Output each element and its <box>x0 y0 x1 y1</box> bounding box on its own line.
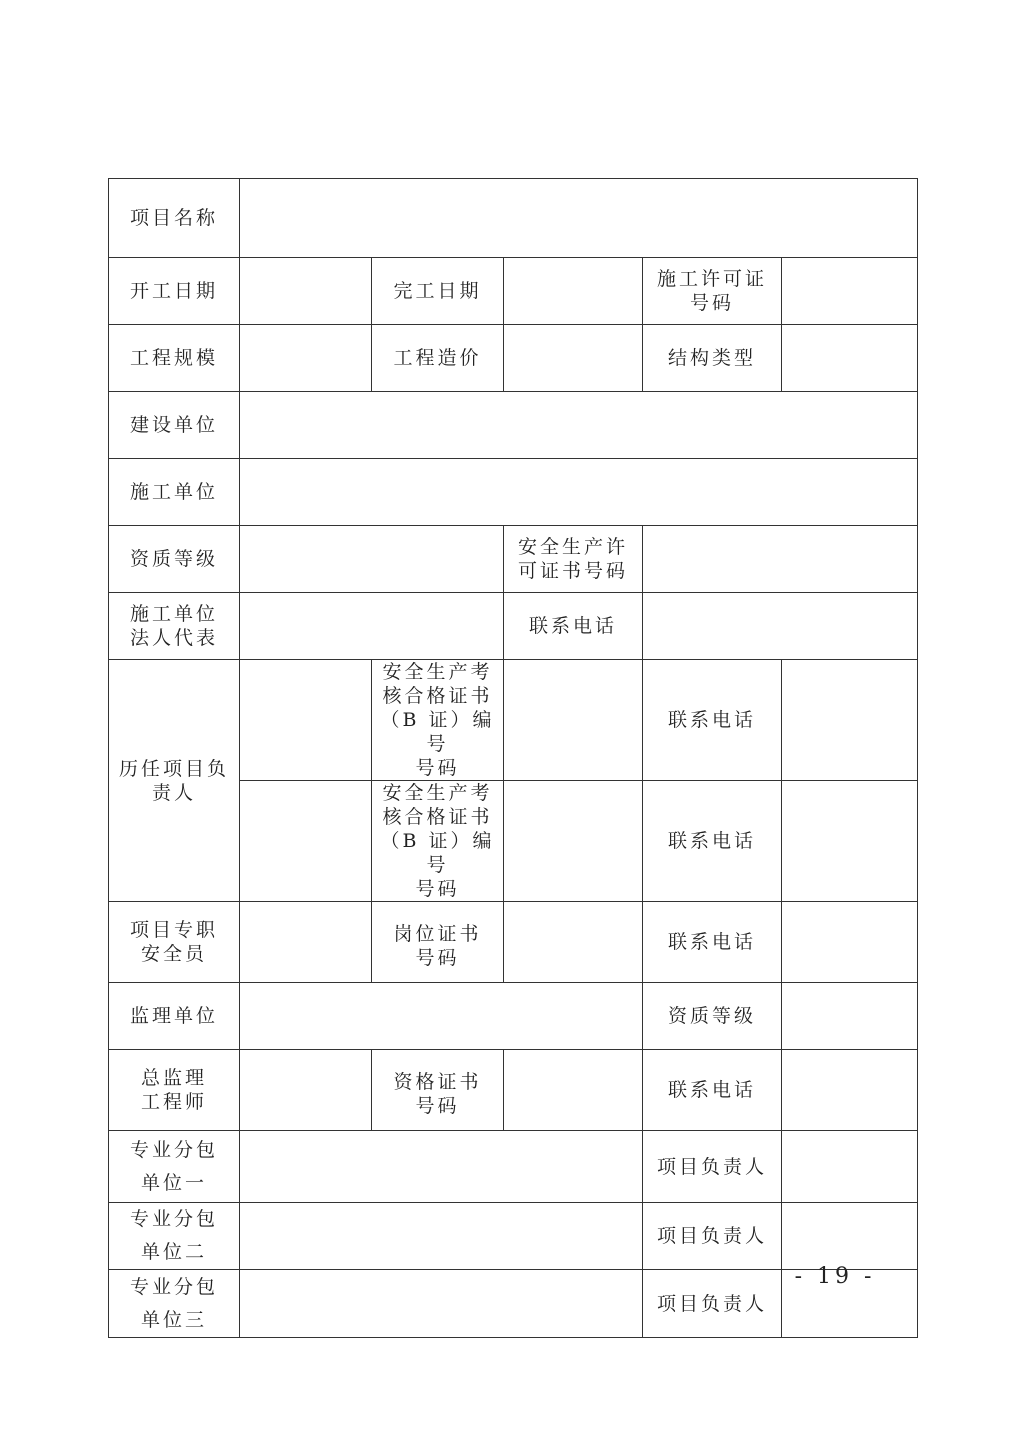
subcontractor-1-label: 专业分包 单位一 <box>109 1131 240 1203</box>
project-manager-label-1: 项目负责人 <box>643 1131 782 1203</box>
row-supervision-unit <box>109 983 918 1050</box>
project-name-field[interactable] <box>240 179 918 258</box>
developer-label: 建设单位 <box>109 392 240 459</box>
row-contractor <box>109 459 918 526</box>
structure-type-label: 结构类型 <box>643 325 782 392</box>
contractor-contact-phone-field[interactable] <box>643 593 918 660</box>
row-qualification <box>109 526 918 593</box>
safety-officer-phone-field[interactable] <box>782 902 918 983</box>
safety-officer-name-field[interactable] <box>240 902 372 983</box>
chief-supervisor-phone-field[interactable] <box>782 1050 918 1131</box>
developer-field[interactable] <box>240 392 918 459</box>
past-manager-1-cert-field[interactable] <box>504 660 643 781</box>
contractor-legal-rep-label: 施工单位 法人代表 <box>109 593 240 660</box>
row-developer <box>109 392 918 459</box>
subcontractor-3-field[interactable] <box>240 1270 643 1338</box>
construction-permit-label: 施工许可证 号码 <box>643 258 782 325</box>
project-scale-field[interactable] <box>240 325 372 392</box>
supervision-unit-label: 监理单位 <box>109 983 240 1050</box>
completion-date-label: 完工日期 <box>372 258 504 325</box>
past-manager-1-phone-field[interactable] <box>782 660 918 781</box>
row-legal-rep <box>109 593 918 660</box>
project-name-label: 项目名称 <box>109 179 240 258</box>
past-manager-2-name-field[interactable] <box>240 781 372 902</box>
contact-phone-label-5: 联系电话 <box>643 1050 782 1131</box>
post-cert-label: 岗位证书 号码 <box>372 902 504 983</box>
project-manager-label-2: 项目负责人 <box>643 1203 782 1270</box>
qualification-cert-label: 资格证书 号码 <box>372 1050 504 1131</box>
safety-cert-b-label-1: 安全生产考 核合格证书 （B 证）编号 号码 <box>372 660 504 781</box>
contact-phone-label-3: 联系电话 <box>643 781 782 902</box>
supervision-qualification-field[interactable] <box>782 983 918 1050</box>
safety-permit-field[interactable] <box>643 526 918 593</box>
contractor-field[interactable] <box>240 459 918 526</box>
past-project-managers-label: 历任项目负 责人 <box>109 660 240 902</box>
supervision-qualification-label: 资质等级 <box>643 983 782 1050</box>
contact-phone-label-4: 联系电话 <box>643 902 782 983</box>
project-manager-label-3: 项目负责人 <box>643 1270 782 1338</box>
project-scale-label: 工程规模 <box>109 325 240 392</box>
safety-cert-b-label-2: 安全生产考 核合格证书 （B 证）编号 号码 <box>372 781 504 902</box>
contact-phone-label: 联系电话 <box>504 593 643 660</box>
post-cert-field[interactable] <box>504 902 643 983</box>
subcontractor-2-label: 专业分包 单位二 <box>109 1203 240 1270</box>
start-date-field[interactable] <box>240 258 372 325</box>
qualification-grade-label: 资质等级 <box>109 526 240 593</box>
chief-supervisor-name-field[interactable] <box>240 1050 372 1131</box>
past-manager-2-cert-field[interactable] <box>504 781 643 902</box>
project-cost-label: 工程造价 <box>372 325 504 392</box>
start-date-label: 开工日期 <box>109 258 240 325</box>
subcontractor-1-field[interactable] <box>240 1131 643 1203</box>
safety-permit-label: 安全生产许 可证书号码 <box>504 526 643 593</box>
qualification-grade-field[interactable] <box>240 526 504 593</box>
row-dates <box>109 258 918 325</box>
qualification-cert-field[interactable] <box>504 1050 643 1131</box>
project-info-form <box>108 178 918 1338</box>
chief-supervisor-label: 总监理 工程师 <box>109 1050 240 1131</box>
supervision-unit-field[interactable] <box>240 983 643 1050</box>
safety-officer-label: 项目专职 安全员 <box>109 902 240 983</box>
row-chief-supervisor <box>109 1050 918 1131</box>
row-subcontractor-2 <box>109 1203 918 1270</box>
page-number: - 19 - <box>794 1264 876 1289</box>
row-project-name <box>109 179 918 258</box>
construction-permit-field[interactable] <box>782 258 918 325</box>
subcontractor-3-label: 专业分包 单位三 <box>109 1270 240 1338</box>
project-cost-field[interactable] <box>504 325 643 392</box>
structure-type-field[interactable] <box>782 325 918 392</box>
past-manager-1-name-field[interactable] <box>240 660 372 781</box>
row-scale <box>109 325 918 392</box>
subcontractor-1-manager-field[interactable] <box>782 1131 918 1203</box>
row-subcontractor-1 <box>109 1131 918 1203</box>
row-past-manager-1 <box>109 660 918 781</box>
past-manager-2-phone-field[interactable] <box>782 781 918 902</box>
contractor-label: 施工单位 <box>109 459 240 526</box>
contractor-legal-rep-field[interactable] <box>240 593 504 660</box>
completion-date-field[interactable] <box>504 258 643 325</box>
contact-phone-label-2: 联系电话 <box>643 660 782 781</box>
subcontractor-2-manager-field[interactable] <box>782 1203 918 1270</box>
row-safety-officer <box>109 902 918 983</box>
subcontractor-2-field[interactable] <box>240 1203 643 1270</box>
